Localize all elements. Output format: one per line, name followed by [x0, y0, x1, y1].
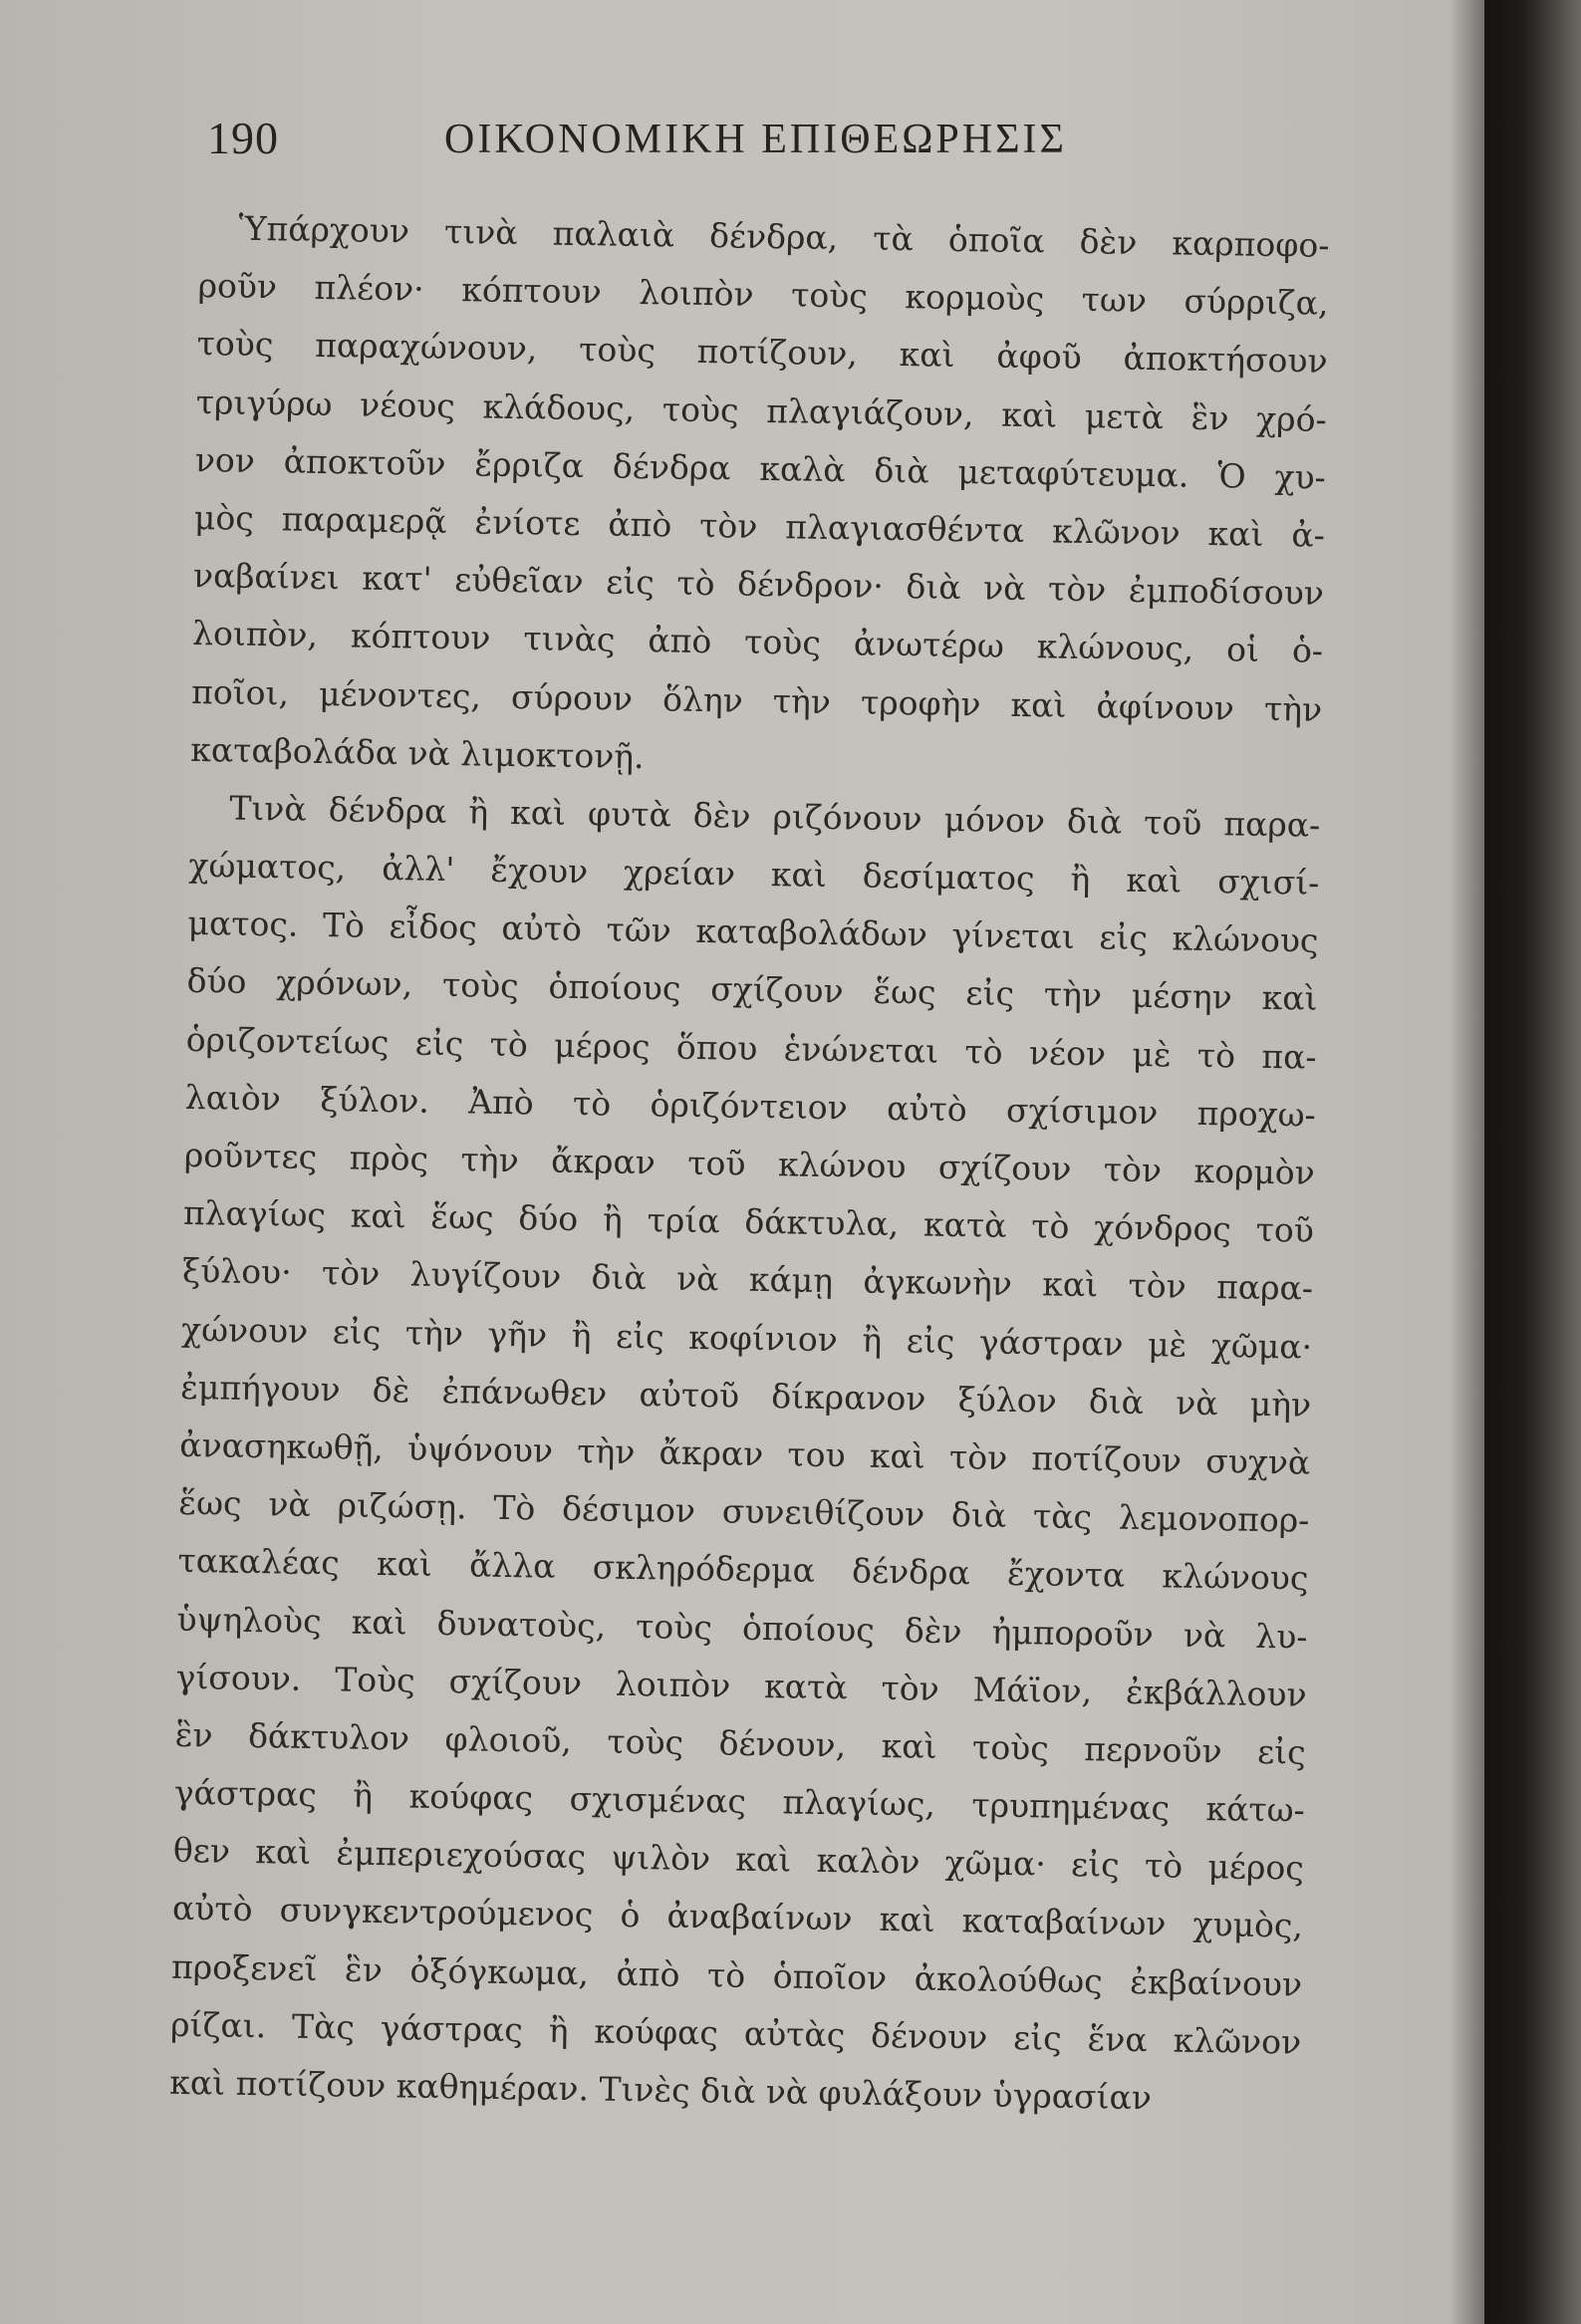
text-line: τακαλέας καὶ ἄλλα σκληρόδερμα δένδρα ἔχοντα κλώνους: [177, 1541, 1309, 1598]
text-line: ἀνασηκωθῇ, ὑψόνουν τὴν ἄκραν του καὶ τὸν ποτίζουν συχνὰ: [179, 1424, 1311, 1482]
text-line: δύο χρόνων, τοὺς ὁποίους σχίζουν ἕως εἰς τὴν μέσην καὶ: [186, 961, 1318, 1019]
text-line: τριγύρω νέους κλάδους, τοὺς πλαγιάζουν, καὶ μετὰ ἓν χρό-: [195, 382, 1327, 439]
book-spine: [1484, 0, 1581, 2324]
text-line: μὸς παραμερᾷ ἐνίοτε ἀπὸ τὸν πλαγιασθέντα κλῶνον καὶ ἀ-: [193, 497, 1326, 555]
text-line: ποῖοι, μένοντες, σύρουν ὅλην τὴν τροφὴν καὶ ἀφίνουν τὴν: [190, 671, 1323, 729]
text-line: προξενεῖ ἓν ὀξόγκωμα, ἀπὸ τὸ ὁποῖον ἀκολούθως ἐκβαίνουν: [170, 1946, 1303, 2004]
text-line: ρίζαι. Τὰς γάστρας ἢ κούφας αὐτὰς δένουν εἰς ἕνα κλῶνον: [169, 2004, 1302, 2062]
text-line: θεν καὶ ἐμπεριεχούσας ψιλὸν καὶ καλὸν χῶμα· εἰς τὸ μέρος: [172, 1831, 1305, 1888]
text-line: ὁριζοντείως εἰς τὸ μέρος ὅπου ἑνώνεται τὸ νέον μὲ τὸ πα-: [185, 1019, 1317, 1077]
running-title: ΟΙΚΟΝΟΜΙΚΗ ΕΠΙΘΕΩΡΗΣΙΣ: [444, 117, 1067, 162]
body-text: [168, 199, 1330, 2199]
text-line: λοιπὸν, κόπτουν τινὰς ἀπὸ τοὺς ἀνωτέρω κλώνους, οἱ ὁ-: [191, 614, 1324, 671]
text-line: ξύλου· τὸν λυγίζουν διὰ νὰ κάμῃ ἀγκωνὴν καὶ τὸν παρα-: [181, 1251, 1314, 1309]
binding-shadow: [1449, 0, 1484, 2324]
text-line: ἐμπήγουν δὲ ἐπάνωθεν αὐτοῦ δίκρανον ξύλον διὰ νὰ μὴν: [179, 1367, 1312, 1424]
page-header: [207, 112, 1383, 171]
text-line: χώνουν εἰς τὴν γῆν ἢ εἰς κοφίνιον ἢ εἰς γάστραν μὲ χῶμα·: [180, 1309, 1313, 1367]
text-line: ροῦντες πρὸς τὴν ἄκραν τοῦ κλώνου σχίζουν τὸν κορμὸν: [183, 1135, 1316, 1192]
text-line: γάστρας ἢ κούφας σχισμένας πλαγίως, τρυπημένας κάτω-: [173, 1772, 1306, 1830]
text-line: Ὑπάρχουν τινὰ παλαιὰ δένδρα, τὰ ὁποῖα δὲν καρποφο-: [238, 208, 1330, 265]
text-line: ροῦν πλέον· κόπτουν λοιπὸν τοὺς κορμοὺς των σύρριζα,: [197, 266, 1329, 324]
text-line: γίσουν. Τοὺς σχίζουν λοιπὸν κατὰ τὸν Μάϊον, ἐκβάλλουν: [175, 1657, 1307, 1714]
text-line: καὶ ποτίζουν καθημέραν. Τινὲς διὰ νὰ φυλάξουν ὑγρασίαν: [168, 2062, 1153, 2118]
text-line: νον ἀποκτοῦν ἔρριζα δένδρα καλὰ διὰ μεταφύτευμα. Ὁ χυ-: [194, 439, 1327, 497]
text-line: τοὺς παραχώνουν, τοὺς ποτίζουν, καὶ ἀφοῦ ἀποκτήσουν: [196, 324, 1328, 382]
text-line: ναβαίνει κατ' εὐθεῖαν εἰς τὸ δένδρον· διὰ νὰ τὸν ἐμποδίσουν: [192, 556, 1325, 613]
text-line: ἕως νὰ ριζώσῃ. Τὸ δέσιμον συνειθίζουν διὰ τὰς λεμονοπορ-: [178, 1482, 1310, 1540]
text-line: ὑψηλοὺς καὶ δυνατοὺς, τοὺς ὁποίους δὲν ἠμποροῦν νὰ λυ-: [176, 1599, 1308, 1657]
text-line: αὐτὸ συνγκεντρούμενος ὁ ἀναβαίνων καὶ καταβαίνων χυμὸς,: [171, 1889, 1304, 1946]
text-line: χώματος, ἀλλ' ἔχουν χρείαν καὶ δεσίματος ἢ καὶ σχισί-: [188, 845, 1320, 903]
page-number: 190: [207, 113, 279, 163]
text-line: καταβολάδα νὰ λιμοκτονῇ.: [190, 729, 645, 776]
text-line: Τινὰ δένδρα ἢ καὶ φυτὰ δὲν ριζόνουν μόνον διὰ τοῦ παρα-: [229, 788, 1321, 845]
text-line: ματος. Τὸ εἶδος αὐτὸ τῶν καταβολάδων γίνεται εἰς κλώνους: [187, 904, 1319, 960]
text-line: λαιὸν ξύλον. Ἀπὸ τὸ ὁριζόντειον αὐτὸ σχίσιμον προχω-: [184, 1077, 1317, 1135]
text-line: πλαγίως καὶ ἕως δύο ἢ τρία δάκτυλα, κατὰ τὸ χόνδρος τοῦ: [182, 1193, 1315, 1250]
text-line: ἓν δάκτυλον φλοιοῦ, τοὺς δένουν, καὶ τοὺς περνοῦν εἰς: [174, 1714, 1306, 1772]
